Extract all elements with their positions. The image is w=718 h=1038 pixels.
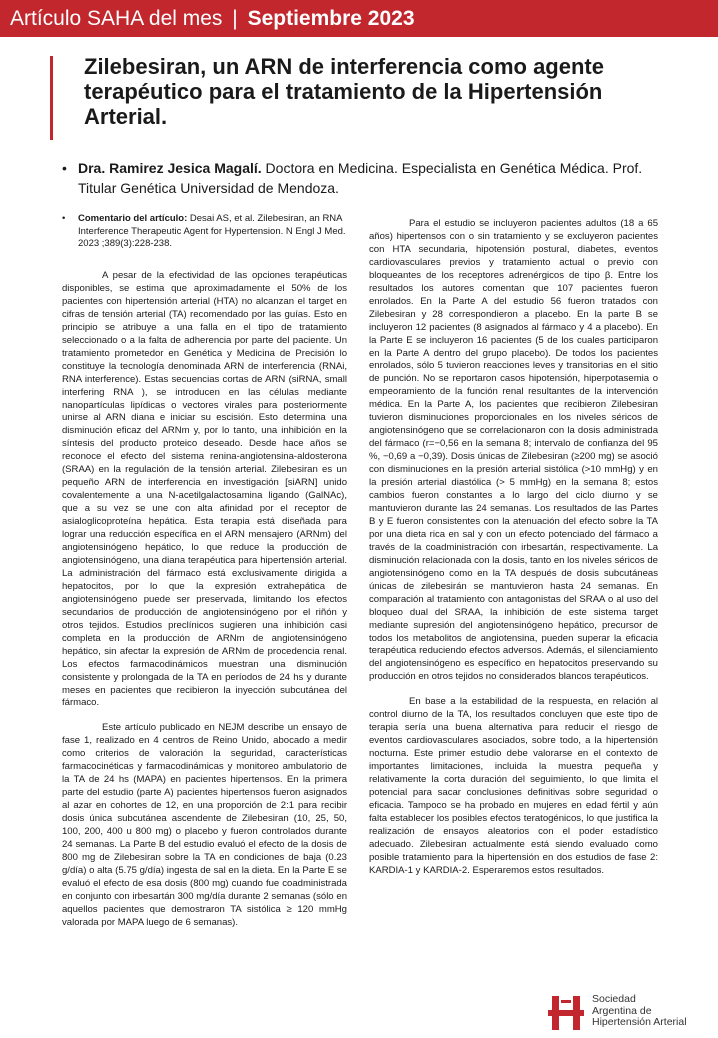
comment-block — [62, 213, 362, 251]
banner-separator: | — [232, 7, 238, 30]
logo-line-2: Argentina de — [592, 1004, 652, 1017]
body-paragraph: Para el estudio se incluyeron pacientes adultos (18 a 65 años) hipertensos con o sin tratamiento y se excluyeron pacientes con HTA secundaria, hipotensión postural, diabetes, eventos cardiovasculares previos y tratamiento actual o previo con bloqueantes de los receptores adrenérgicos de tipo β. Entre los resultados los autores comentan que 107 pacientes fueron enrolados. En la Parte A del estudio 56 fueron tratados con Zilebesiran y 28 correspondieron a placebo. En la parte B se incluyeron 12 pacientes (8 asignados al fármaco y 4 a placebo). En la Parte E se incluyeron 16 pacientes (5 de los cuales participaron en la Parte A dentro del grupo placebo). De todos los pacientes enrolados, sólo 5 tuvieron reacciones leves y transitorias en el sitio de punción. No se reportaron casos hipotensión, hiperpotasemia o empeoramiento de la función renal resultantes de la intervención médica. En la Parte A, los pacientes que recibieron Zilebesiran tuvieron disminuciones proporcionales en los niveles séricos de angiotensinógeno que se correlacionaron con la dosis administrada del fármaco (r=−0,56 en la semana 8; intervalo de confianza del 95 %, −0,69 a −0,39). Dosis únicas de Zilebesiran (≥200 mg) se asoció con disminuciones en la presión arterial sistólica (>10 mmHg) y en la presión arterial diastólica (> 5 mmHg) en la semana 8; estos cambios fueron constantes a lo largo del ciclo diurno y se mantuvieron durante las 24 semanas. Los resultados de las Partes B y E fueron consistentes con la atenuación del efecto sobre la TA por una dieta rica en sal y con un efecto potenciado del fármaco a través de la coadministración con irbesartán, respectivamente. La disminución relacionada con la dosis, tanto en los niveles séricos de angiotensinógeno como en la TA después de dosis subcutáneas únicas de zilebesirán se mantuvieron hasta 24 semanas. En comparación al tratamiento con antagonistas del SRAA o al uso del bloqueo dual del SRAA, la inhibición de este sistema target mediante supresión del angiotensinógeno hepático, precursor de todos los metabolitos de angiotensina, pueden superar la eficacia terapéutica reduciendo efectos adversos. Además, el silenciamiento del angiotensinógeno es específico en hepatocitos preservando su producción en otros tejidos no considerados blancos terapéuticos. — [369, 218, 658, 683]
logo-line-3: Hipertensión Arterial — [592, 1016, 687, 1028]
logo-line-1: Sociedad — [592, 993, 636, 1005]
comment-citation: Desai AS, et al. Zilebesiran, an RNA Interference Therapeutic Agent for Hypertension. N Engl J Med. 2023 ;389(3):228-238. — [78, 213, 346, 249]
article-title: Zilebesiran, un ARN de interferencia como agente terapéutico para el tratamiento de la Hipertensión Arterial. — [84, 54, 604, 129]
comment-label: Comentario del artículo: — [78, 213, 188, 224]
title-accent-bar — [50, 56, 53, 140]
left-column — [62, 270, 347, 942]
body-paragraph: En base a la estabilidad de la respuesta, en relación al control diurno de la TA, los resultados concluyen que este tipo de terapia sería una buena alternativa para reducir el riesgo de eventos cardiovasculares asociados, sobre todo, a la hipertensión nocturna. Este primer estudio debe valorarse en el contexto de importantes limitaciones, incluida la muestra pequeña y relativamente la corta duración del seguimiento, lo que limita el potencial para sacar conclusiones definitivas sobre seguridad o eficacia. Tampoco se ha probado en mujeres en edad fértil y aún falta establecer los posibles efectos teratogénicos, lo que justifica la realización de ensayos aleatorios con el poder estadístico adecuado. Zilebesiran actualmente está siendo evaluado como posible tratamiento para la hipertensión en dos estudios de fase 2: KARDIA-1 y KARDIA-2. Esperaremos estos resultados. — [369, 696, 658, 876]
banner-month: Septiembre 2023 — [247, 7, 415, 30]
banner-label: Artículo SAHA del mes — [10, 7, 223, 30]
author-details: Doctora en Medicina. Especialista en Genética Médica. Prof. Titular Genética Universidad de Mendoza. — [78, 160, 643, 196]
body-paragraph: A pesar de la efectividad de las opciones terapéuticas disponibles, se estima que aproximadamente el 50% de los pacientes con hipertensión arterial (HTA) no alcanzan el target en cifras de tensión arterial (TA) recomendado por las guías. Esto en principio se atribuye a una falla en el tipo de tratamiento seleccionado o a la falta de adherencia por parte del paciente. Un tratamiento prometedor en Genética y Medicina de Precisión lo constituye la tecnología denominada ARN de interferencia (RNAi, RNA interference). Estas secuencias cortas de ARN (siRNA, small interfering RNA ), se introducen en las células mediante nanopartículas lipídicas o vectores virales para posteriormente unirse al ARN diana e iniciar su escisión. Esto determina una disminución eficaz del ARNm y, por lo tanto, una inhibición en la síntesis del producto proteico deseado. Desde hace años se reconoce el efecto del sistema renina-angiotensina-aldosterona (SRAA) en la regulación de la tensión arterial. Zilebesiran es un pequeño ARN de interferencia en investigación [siARN] unido covalentemente a una N-acetilgalactosamina ligando (GalNAc), que a su vez se une con alta afinidad por el receptor de asialoglicoproteína hepática. Esta terapia está diseñada para lograr una reducción específica en el ARN mensajero (ARNm) del angiotensinógeno hepático, lo que reduce la producción de angiotensinógeno, una diana terapéutica para hipertensión arterial. La administración del fármaco está exclusivamente dirigida a hepatocitos, por lo que la expresión extrahepática de angiotensinógeno puede ser preservada, limitando los efectos secundarios de producción de angiotensinógeno por el riñón y otros tejidos. Estudios preclínicos sugieren una inhibición casi completa en la producción de ARNm de angiotensinógeno hepático, sin afectar la expresión de ARNm de procedencia renal. Los efectos farmacodinámicos muestran una disminución consistente y prolongada de la TA en períodos de 24 hs y durante meses en pacientes que recibieron la inyección subcutánea del fármaco. — [62, 270, 347, 709]
author-name: Dra. Ramirez Jesica Magalí. — [78, 160, 262, 176]
body-paragraph: Este artículo publicado en NEJM describe un ensayo de fase 1, realizado en 4 centros de Reino Unido, abocado a medir como criterios de valoración la seguridad, características farmacocinéticas y farmacodinámicas y monitoreo ambulatorio de la TA de 24 hs (MAPA) en pacientes hipertensos. En la primera parte del estudio (parte A) pacientes hipertensos fueron asignados al azar en cohortes de 12, en una proporción de 2:1 para recibir dosis única subcutánea ascendente de Zilebesiran (10, 25, 50, 100, 200, 400 u 800 mg) o placebo y fueron controlados durante 24 semanas. La Parte B del estudio evaluó el efecto de la dosis de 800 mg de Zilebesiran sobre la TA en condiciones de baja (0.23 g/día) o alta (5.75 g/día) ingesta de sal en la dieta. En la Parte E se evaluó el efecto de esa dosis (800 mg) cuando fue coadministrada en conjunto con irbesartán 300 mg/día durante 2 semanas (sólo en aquellos pacientes que demostraron TA sistólica ≥ 120 mmHg valorada por MAPA luego de 6 semanas). — [62, 722, 347, 928]
right-column — [369, 218, 658, 890]
saha-logo — [546, 992, 714, 1032]
header-banner — [0, 0, 718, 37]
saha-h-logo-icon — [546, 992, 586, 1032]
comment-bullet: • — [62, 213, 66, 224]
author-block — [62, 158, 662, 198]
author-bullet: • — [62, 160, 67, 176]
